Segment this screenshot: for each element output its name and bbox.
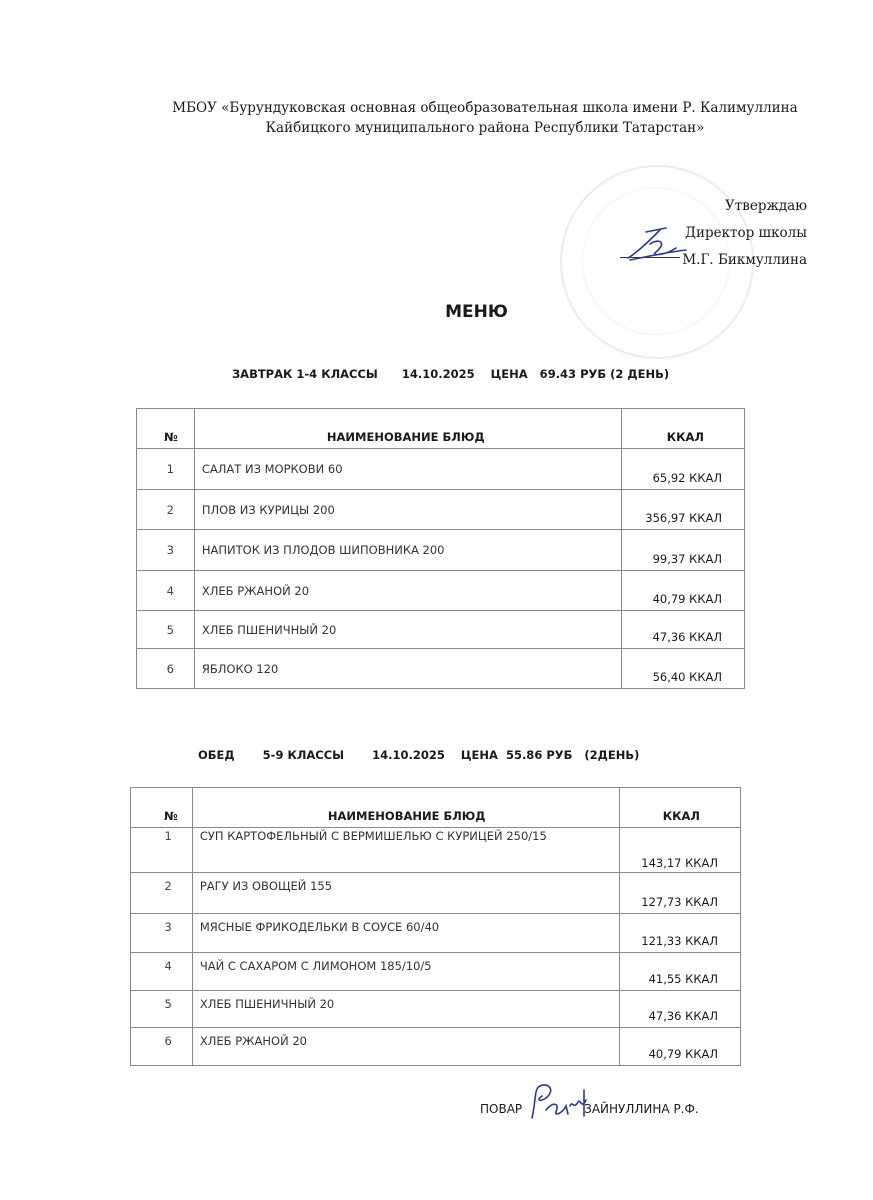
- dish-name: ПЛОВ ИЗ КУРИЦЫ 200: [194, 490, 621, 530]
- column-header-number: №: [137, 409, 195, 449]
- lunch-table: [130, 787, 741, 1066]
- table-row: [131, 1028, 741, 1066]
- row-number: 6: [131, 1028, 193, 1066]
- table-row: [137, 571, 745, 611]
- row-number: 3: [137, 530, 195, 571]
- dish-kcal: 99,37 ККАЛ: [622, 530, 745, 571]
- row-number: 3: [131, 914, 193, 953]
- page-title: МЕНЮ: [445, 302, 508, 322]
- table-row: [137, 449, 745, 490]
- dish-name: РАГУ ИЗ ОВОЩЕЙ 155: [192, 873, 619, 914]
- dish-kcal: 47,36 ККАЛ: [622, 611, 745, 649]
- column-header-kcal: ККАЛ: [620, 788, 741, 828]
- school-header: [120, 98, 850, 138]
- table-row: [131, 914, 741, 953]
- breakfast-table: [136, 408, 745, 689]
- column-header-number: №: [131, 788, 193, 828]
- row-number: 5: [131, 991, 193, 1028]
- breakfast-heading: ЗАВТРАК 1-4 КЛАССЫ 14.10.2025 ЦЕНА 69.43 РУБ (2 ДЕНЬ): [232, 367, 670, 381]
- dish-kcal: 356,97 ККАЛ: [622, 490, 745, 530]
- dish-name: ХЛЕБ ПШЕНИЧНЫЙ 20: [194, 611, 621, 649]
- row-number: 1: [137, 449, 195, 490]
- dish-name: ЯБЛОКО 120: [194, 649, 621, 689]
- row-number: 6: [137, 649, 195, 689]
- director-name: М.Г. Бикмуллина: [682, 252, 807, 268]
- dish-name: СУП КАРТОФЕЛЬНЫЙ С ВЕРМИШЕЛЬЮ С КУРИЦЕЙ 250/15: [192, 828, 619, 873]
- dish-kcal: 121,33 ККАЛ: [620, 914, 741, 953]
- row-number: 2: [137, 490, 195, 530]
- table-header-row: [131, 788, 741, 828]
- school-name-line2: Кайбицкого муниципального района Республики Татарстан»: [265, 120, 705, 136]
- column-header-dish: НАИМЕНОВАНИЕ БЛЮД: [192, 788, 619, 828]
- table-row: [137, 490, 745, 530]
- cook-label: ПОВАР: [480, 1102, 523, 1116]
- row-number: 4: [137, 571, 195, 611]
- dish-name: САЛАТ ИЗ МОРКОВИ 60: [194, 449, 621, 490]
- approval-label: Утверждаю: [725, 198, 807, 214]
- dish-kcal: 40,79 ККАЛ: [622, 571, 745, 611]
- row-number: 5: [137, 611, 195, 649]
- director-position: Директор школы: [684, 225, 807, 241]
- dish-kcal: 47,36 ККАЛ: [620, 991, 741, 1028]
- table-row: [131, 991, 741, 1028]
- dish-kcal: 56,40 ККАЛ: [622, 649, 745, 689]
- dish-kcal: 40,79 ККАЛ: [620, 1028, 741, 1066]
- table-row: [131, 828, 741, 873]
- cook-name: ЗАЙНУЛЛИНА Р.Ф.: [584, 1102, 699, 1116]
- dish-name: ХЛЕБ РЖАНОЙ 20: [194, 571, 621, 611]
- column-header-dish: НАИМЕНОВАНИЕ БЛЮД: [194, 409, 621, 449]
- row-number: 1: [131, 828, 193, 873]
- column-header-kcal: ККАЛ: [622, 409, 745, 449]
- dish-kcal: 41,55 ККАЛ: [620, 953, 741, 991]
- table-header-row: [137, 409, 745, 449]
- dish-name: НАПИТОК ИЗ ПЛОДОВ ШИПОВНИКА 200: [194, 530, 621, 571]
- table-row: [131, 873, 741, 914]
- director-signature: [620, 222, 690, 264]
- dish-name: ХЛЕБ ПШЕНИЧНЫЙ 20: [192, 991, 619, 1028]
- table-row: [131, 953, 741, 991]
- dish-kcal: 127,73 ККАЛ: [620, 873, 741, 914]
- cook-signature: [526, 1080, 592, 1124]
- table-row: [137, 530, 745, 571]
- dish-name: МЯСНЫЕ ФРИКОДЕЛЬКИ В СОУСЕ 60/40: [192, 914, 619, 953]
- table-row: [137, 649, 745, 689]
- dish-kcal: 143,17 ККАЛ: [620, 828, 741, 873]
- dish-name: ЧАЙ С САХАРОМ С ЛИМОНОМ 185/10/5: [192, 953, 619, 991]
- table-row: [137, 611, 745, 649]
- dish-name: ХЛЕБ РЖАНОЙ 20: [192, 1028, 619, 1066]
- lunch-heading: ОБЕД 5-9 КЛАССЫ 14.10.2025 ЦЕНА 55.86 РУБ (2ДЕНЬ): [198, 748, 640, 762]
- dish-kcal: 65,92 ККАЛ: [622, 449, 745, 490]
- row-number: 2: [131, 873, 193, 914]
- school-name-line1: МБОУ «Бурундуковская основная общеобразовательная школа имени Р. Калимуллина: [172, 100, 798, 116]
- row-number: 4: [131, 953, 193, 991]
